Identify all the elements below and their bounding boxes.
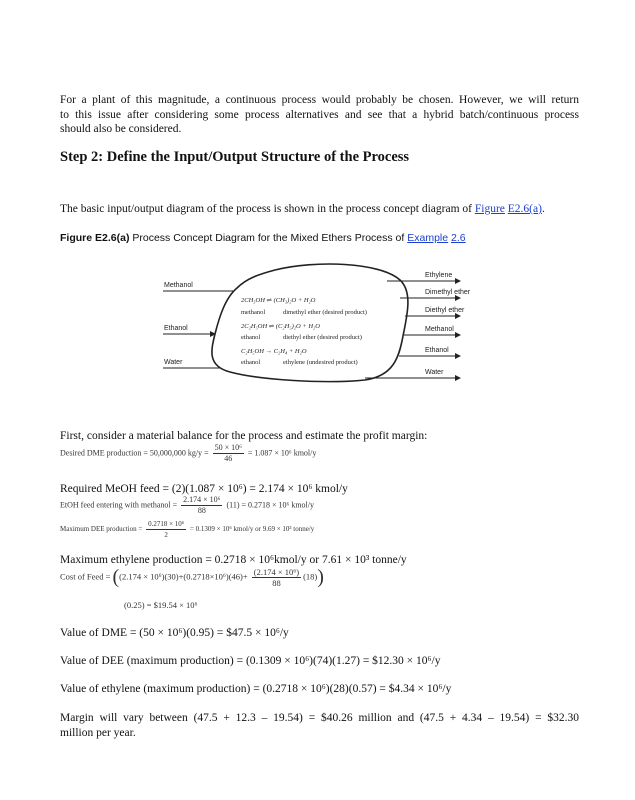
figure-caption-label: Figure E2.6(a)	[60, 232, 130, 244]
figure-caption	[60, 232, 466, 244]
value-dme: Value of DME = (50 × 10⁶)(0.95) = $47.5 × 10⁶/y	[60, 627, 289, 639]
figure-link[interactable]: Figure	[474, 203, 505, 215]
eq-dme-num: 50 × 10⁶	[214, 443, 242, 452]
input-label-ethanol: Ethanol	[164, 325, 188, 332]
figure-number-link[interactable]: E2.6(a)	[507, 203, 542, 215]
reaction-desc-left-3: ethanol	[241, 359, 261, 366]
reaction-desc-left-1: methanol	[241, 309, 266, 316]
ethylene-production-text: Maximum ethylene production = 0.2718 × 10⁶kmol/y or 7.61 × 10³ tonne/y	[60, 554, 407, 566]
eq-dee-lhs: Maximum DEE production =	[60, 525, 143, 534]
reaction-desc-right-3: ethylene (undesired product)	[283, 359, 358, 366]
meoh-feed-text: Required MeOH feed = (2)(1.087 × 10⁶) = 2.174 × 10⁶ kmol/y	[60, 483, 348, 495]
eq-dme-fraction	[213, 443, 244, 464]
eq-etoh-rhs: (11) = 0.2718 × 10⁶ kmol/y	[226, 500, 314, 510]
eq-cost-lhs: Cost of Feed =	[60, 571, 111, 582]
margin-line-1: Margin will vary between (47.5 + 12.3 – 19.54) = $40.26 million and (47.5 + 4.34 – 19.54) = $32.30	[60, 712, 579, 724]
eq-dee-rhs: = 0.1309 × 10⁶ kmol/y or 9.69 × 10³ tonne/y	[189, 525, 315, 534]
reaction-desc-left-2: ethanol	[241, 334, 261, 341]
output-label-dimethyl-ether: Dimethyl ether	[425, 289, 471, 296]
output-label-water: Water	[425, 369, 444, 376]
reaction-eq-2: 2C₂H₅OH ⇌ (C₂H₅)₂O + H₂O	[241, 323, 320, 330]
output-label-diethyl-ether: Diethyl ether	[425, 307, 465, 314]
eq-cost-close-paren: )	[317, 566, 324, 588]
equation-dee-production	[60, 519, 314, 540]
eq-cost-fraction	[252, 567, 301, 588]
eq-dme-lhs: Desired DME production = 50,000,000 kg/y =	[60, 448, 209, 458]
eq-cost-part2: (18)	[303, 571, 318, 582]
basic-io-sentence: The basic input/output diagram of the process is shown in the process concept diagram of	[60, 203, 472, 215]
reaction-desc-right-1: dimethyl ether (desired product)	[283, 309, 367, 316]
example-link[interactable]: Example	[407, 232, 449, 244]
eq-dee-den: 2	[164, 531, 168, 539]
eq-cost-open-paren: (	[112, 566, 120, 588]
output-label-ethylene: Ethylene	[425, 272, 453, 279]
eq-cost-part1: (2.174 × 10⁶)(30)+(0.2718×10⁶)(46)+	[119, 571, 248, 582]
eq-dme-den: 46	[224, 454, 233, 463]
eq-dme-rhs: = 1.087 × 10⁶ kmol/y	[247, 448, 317, 458]
eq-etoh-den: 88	[197, 506, 206, 515]
basic-io-text	[60, 203, 545, 215]
eq-cost-num: (2.174 × 10⁶)	[253, 567, 300, 577]
equation-cost-of-feed	[60, 566, 324, 589]
intro-line-2: to this issue after considering some process alternatives and see that a hybrid batch/continuous process	[60, 108, 579, 121]
output-label-ethanol: Ethanol	[425, 347, 449, 354]
basic-io-period: .	[541, 203, 545, 215]
eq-etoh-num: 2.174 × 10⁶	[183, 495, 221, 504]
eq-cost-den: 88	[272, 578, 281, 588]
margin-paragraph	[60, 711, 579, 740]
equation-etoh-feed	[60, 495, 314, 516]
value-ethylene: Value of ethylene (maximum production) = (0.2718 × 10⁶)(28)(0.57) = $4.34 × 10⁶/y	[60, 683, 452, 695]
figure-caption-text: Process Concept Diagram for the Mixed Ethers Process of	[132, 232, 405, 244]
input-label-methanol: Methanol	[164, 282, 193, 289]
intro-line-1: For a plant of this magnitude, a continuous process would probably be chosen. However, we will return	[60, 94, 579, 106]
step-heading: Step 2: Define the Input/Output Structure of the Process	[60, 149, 410, 165]
eq-etoh-lhs: EtOH feed entering with methanol =	[60, 500, 178, 510]
process-concept-diagram	[155, 258, 485, 388]
example-number-link[interactable]: 2.6	[451, 232, 466, 244]
eq-dee-num: 0.2718 × 10⁶	[148, 520, 185, 528]
eq-etoh-fraction	[181, 495, 222, 516]
reaction-eq-1: 2CH₃OH ⇌ (CH₃)₂O + H₂O	[241, 297, 316, 304]
margin-line-2: million per year.	[60, 726, 136, 739]
reaction-eq-3: C₂H₅OH → C₂H₄ + H₂O	[241, 348, 307, 355]
eq-dee-fraction	[146, 519, 186, 540]
input-label-water: Water	[164, 359, 183, 366]
balance-intro: First, consider a material balance for the process and estimate the profit margin:	[60, 430, 428, 442]
equation-dme-production	[60, 443, 316, 464]
intro-line-3: should also be considered.	[60, 123, 182, 135]
value-dee: Value of DEE (maximum production) = (0.1309 × 10⁶)(74)(1.27) = $12.30 × 10⁶/y	[60, 655, 441, 667]
output-label-methanol: Methanol	[425, 326, 454, 333]
equation-cost-line2: (0.25) = $19.54 × 10⁶	[124, 600, 198, 610]
intro-paragraph	[60, 93, 579, 137]
reaction-desc-right-2: diethyl ether (desired product)	[283, 334, 362, 341]
